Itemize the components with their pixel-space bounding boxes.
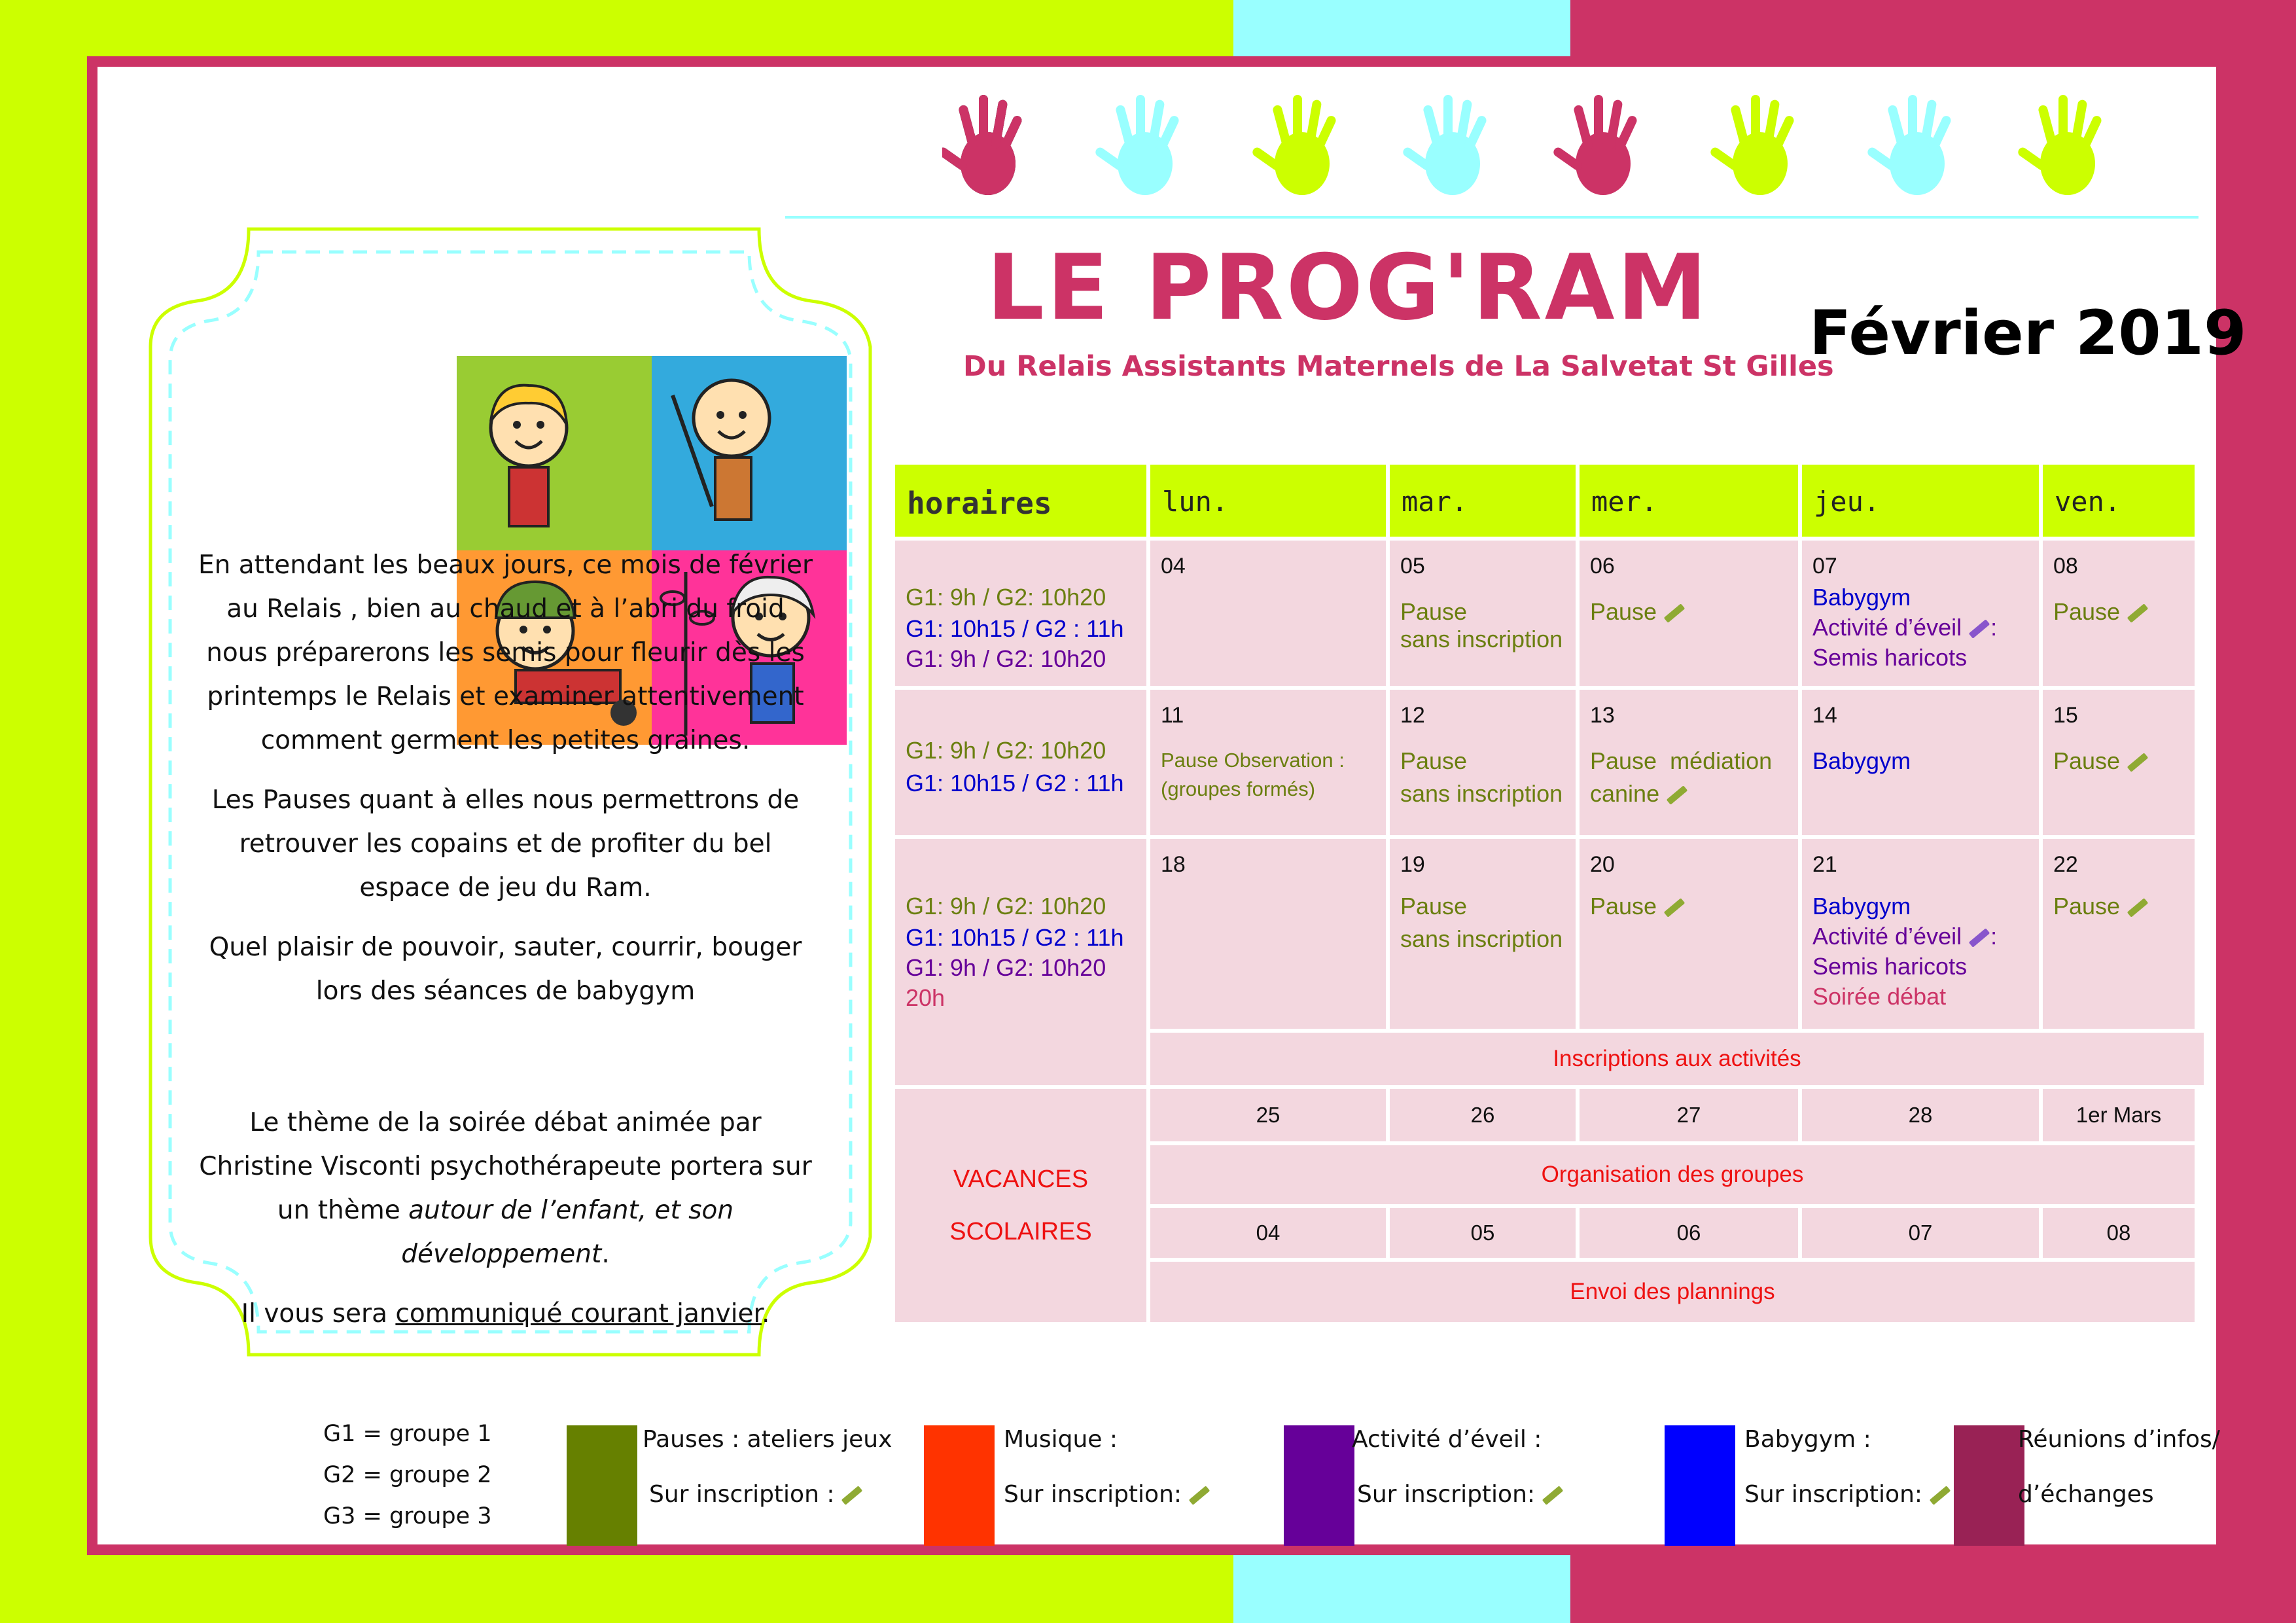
date-15: 15 [2053, 703, 2078, 728]
intro-p4-text: Le thème de la soirée débat animée par Christine Visconti psychothérapeute portera sur un thème [199, 1108, 812, 1225]
intro-p4-emphasis: autour de l’enfant, et son développement [401, 1196, 734, 1269]
group-legend [323, 1414, 492, 1537]
week2-jeu-babygym: Babygym [1812, 747, 1911, 774]
week1-time-2: G1: 10h15 / G2 : 11h [906, 615, 1124, 642]
week2-mer-note-label: canine [1590, 780, 1660, 807]
week3-jeu-babygym: Babygym [1812, 893, 1911, 919]
week3-mer-label: Pause [1590, 893, 1657, 919]
week1-times [895, 541, 1146, 686]
organisation-banner: Organisation des groupes [1150, 1145, 2195, 1204]
pencil-icon [1930, 1486, 1951, 1505]
header-mer: mer. [1580, 465, 1798, 537]
intro-p5-underlined: communiqué courant janvier [395, 1299, 762, 1329]
date-06: 06 [1590, 554, 1615, 579]
week3-time-1: G1: 9h / G2: 10h20 [906, 893, 1106, 919]
date-13: 13 [1590, 703, 1615, 728]
date-07: 07 [1812, 554, 1837, 579]
legend-pauses-line2 [649, 1482, 863, 1508]
legend-babygym-line1: Babygym : [1744, 1426, 1871, 1453]
date-20: 20 [1590, 852, 1615, 877]
week3-mar-activity: Pause [1400, 893, 1468, 919]
date-08: 08 [2053, 554, 2078, 579]
week1-mar-activity: Pause [1400, 598, 1468, 625]
week1-time-3: G1: 9h / G2: 10h20 [906, 645, 1106, 672]
group-2-label: G2 = groupe 2 [323, 1462, 492, 1488]
week1-time-1: G1: 9h / G2: 10h20 [906, 584, 1106, 611]
week2-lun-note: (groupes formés) [1161, 777, 1316, 800]
week3-jeu [1802, 839, 2039, 1029]
header-mar: mar. [1390, 465, 1576, 537]
week2-mar-note: sans inscription [1400, 780, 1563, 807]
intro-paragraph-5 [196, 1292, 815, 1336]
legend-swatch-babygym [1665, 1425, 1735, 1546]
week1-jeu-eveil-label: Activité d’éveil [1812, 614, 1962, 641]
week1-ven-activity [2053, 597, 2149, 627]
week2-mar-activity: Pause [1400, 747, 1468, 774]
week2-jeu [1802, 690, 2039, 835]
week3-jeu-soiree: Soirée débat [1812, 983, 1947, 1010]
header-divider [785, 216, 2199, 219]
week1-jeu-babygym: Babygym [1812, 584, 1911, 611]
intro-paragraph-3: Quel plaisir de pouvoir, sauter, courrir, bouger lors des séances de babygym [209, 933, 802, 1006]
legend-swatch-pauses [567, 1425, 637, 1546]
legend-swatch-eveil [1284, 1425, 1354, 1546]
schedule-table [895, 465, 2195, 1322]
week3-mar-note: sans inscription [1400, 925, 1563, 952]
intro-panel [144, 216, 877, 1368]
week1-jeu-eveil [1812, 613, 1997, 643]
vac2-date-05: 05 [1390, 1208, 1576, 1258]
vac2-date-08: 08 [2043, 1208, 2195, 1258]
group-1-label: G1 = groupe 1 [323, 1421, 492, 1447]
pencil-icon [2127, 604, 2148, 624]
week3-ven-activity [2053, 891, 2149, 921]
week2-times [895, 690, 1146, 835]
legend-reunions-line2: d’échanges [2018, 1481, 2154, 1508]
header-horaires: horaires [895, 465, 1146, 537]
legend-swatch-musique [924, 1425, 995, 1546]
inscriptions-banner: Inscriptions aux activités [1150, 1033, 2204, 1085]
intro-text [196, 543, 815, 1351]
week2-lun [1150, 690, 1386, 835]
week1-jeu [1802, 541, 2039, 686]
pencil-icon [1542, 1486, 1563, 1505]
legend-eveil-line1: Activité d’éveil : [1352, 1426, 1542, 1453]
week2-ven [2043, 690, 2195, 835]
vac-date-28: 28 [1802, 1089, 2039, 1141]
week2-time-2: G1: 10h15 / G2 : 11h [906, 770, 1124, 796]
week1-mer [1580, 541, 1798, 686]
week1-mar-note: sans inscription [1400, 626, 1563, 652]
week2-mer-activity: Pause médiation [1590, 747, 1773, 774]
week3-times [895, 839, 1146, 1085]
week2-time-1: G1: 9h / G2: 10h20 [906, 737, 1106, 764]
header-ven: ven. [2043, 465, 2195, 537]
legend-swatch-reunions [1954, 1425, 2024, 1546]
week1-jeu-semis: Semis haricots [1812, 644, 1968, 671]
legend-musique-line1: Musique : [1004, 1426, 1118, 1453]
header-jeu: jeu. [1802, 465, 2039, 537]
week3-time-4: 20h [906, 984, 945, 1011]
handprints-decoration [942, 92, 2185, 209]
week3-time-2: G1: 10h15 / G2 : 11h [906, 924, 1124, 951]
vac2-date-04: 04 [1150, 1208, 1386, 1258]
week3-ven [2043, 839, 2195, 1029]
week1-jeu-colon: : [1990, 614, 1998, 641]
vacances-line-1: VACANCES [953, 1166, 1089, 1193]
week1-lun [1150, 541, 1386, 686]
intro-p4-end: . [601, 1240, 610, 1269]
vac-date-26: 26 [1390, 1089, 1576, 1141]
date-04: 04 [1161, 554, 1186, 579]
vacances-label [895, 1089, 1146, 1322]
date-22: 22 [2053, 852, 2078, 877]
pencil-icon [1664, 899, 1685, 918]
legend-babygym-line2 [1744, 1482, 1951, 1508]
week1-ven [2043, 541, 2195, 686]
pencil-icon [1969, 929, 1990, 948]
legend-musique-line2 [1004, 1482, 1210, 1508]
intro-paragraph-2: Les Pauses quant à elles nous permettrons de retrouver les copains et de profiter du bel espace de jeu du Ram. [211, 785, 800, 902]
date-18: 18 [1161, 852, 1186, 877]
week3-jeu-semis: Semis haricots [1812, 953, 1968, 980]
week3-mar [1390, 839, 1576, 1029]
week3-lun [1150, 839, 1386, 1029]
date-11: 11 [1161, 703, 1184, 728]
pencil-icon [2127, 899, 2148, 918]
week1-mar [1390, 541, 1576, 686]
legend-pauses-line2-text: Sur inscription : [649, 1481, 835, 1508]
week2-ven-label: Pause [2053, 747, 2121, 774]
vac-date-25: 25 [1150, 1089, 1386, 1141]
week3-jeu-eveil-label: Activité d’éveil [1812, 923, 1962, 950]
date-14: 14 [1812, 703, 1837, 728]
page-subtitle: Du Relais Assistants Maternels de La Salvetat St Gilles [963, 350, 1834, 383]
week2-mar [1390, 690, 1576, 835]
intro-paragraph-1: En attendant les beaux jours, ce mois de février au Relais , bien au chaud et à l’abri du froid nous préparerons les semis pour fleurir dès les printemps le Relais et examiner attentivement comment germent les petites graines. [198, 550, 813, 755]
intro-paragraph-4 [196, 1101, 815, 1276]
page-title: LE PROG'RAM [987, 235, 1710, 340]
week2-lun-activity: Pause Observation : [1161, 749, 1345, 772]
week2-mer [1580, 690, 1798, 835]
vacances-line-2: SCOLAIRES [949, 1218, 1092, 1245]
pencil-icon [841, 1486, 862, 1505]
vac2-date-06: 06 [1580, 1208, 1798, 1258]
legend-eveil-line2-text: Sur inscription: [1357, 1481, 1536, 1508]
legend-babygym-line2-text: Sur inscription: [1744, 1481, 1923, 1508]
date-19: 19 [1400, 852, 1425, 877]
date-12: 12 [1400, 703, 1425, 728]
legend-reunions-line1: Réunions d’infos/ [2018, 1426, 2220, 1453]
week3-ven-label: Pause [2053, 893, 2121, 919]
pencil-icon [1667, 786, 1687, 806]
group-3-label: G3 = groupe 3 [323, 1503, 492, 1529]
month-title: Février 2019 [1809, 298, 2247, 369]
pencil-icon [1664, 604, 1685, 624]
week3-jeu-eveil [1812, 921, 1997, 952]
legend-eveil-line2 [1357, 1482, 1564, 1508]
vac-date-27: 27 [1580, 1089, 1798, 1141]
legend-musique-line2-text: Sur inscription: [1004, 1481, 1182, 1508]
vac2-date-07: 07 [1802, 1208, 2039, 1258]
date-05: 05 [1400, 554, 1425, 579]
date-21: 21 [1812, 852, 1837, 877]
week2-mer-note [1590, 779, 1688, 809]
pencil-icon [1969, 620, 1990, 639]
week3-mer-activity [1590, 891, 1686, 921]
legend-pauses-line1: Pauses : ateliers jeux [643, 1426, 892, 1453]
week2-ven-activity [2053, 746, 2149, 776]
week1-mer-activity [1590, 597, 1686, 627]
legend [0, 1400, 2296, 1551]
week1-mer-label: Pause [1590, 598, 1657, 625]
intro-p5-text: Il vous sera [241, 1299, 396, 1329]
vac-date-1er-mars: 1er Mars [2043, 1089, 2195, 1141]
intro-p5-end: . [761, 1299, 770, 1329]
week3-mer [1580, 839, 1798, 1029]
week3-jeu-colon: : [1990, 923, 1998, 950]
header-lun: lun. [1150, 465, 1386, 537]
week1-ven-label: Pause [2053, 598, 2121, 625]
envoi-banner: Envoi des plannings [1150, 1262, 2195, 1322]
pencil-icon [1189, 1486, 1210, 1505]
week3-time-3: G1: 9h / G2: 10h20 [906, 954, 1106, 981]
pencil-icon [2127, 753, 2148, 773]
intro-gap [196, 1029, 815, 1101]
